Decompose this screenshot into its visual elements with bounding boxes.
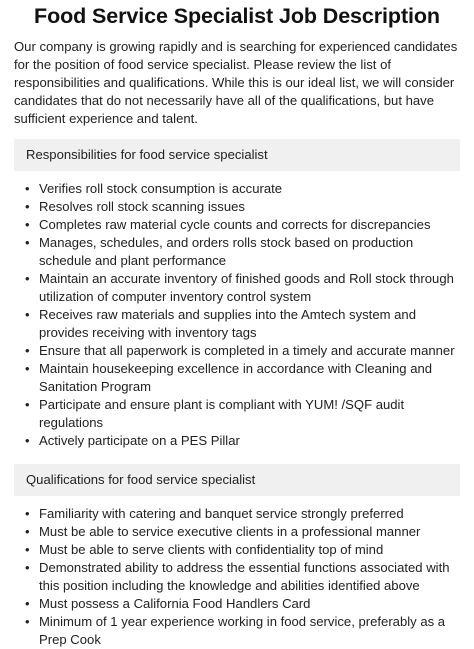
list-item [14,396,460,432]
bullet-icon: • [25,560,30,575]
list-item-text: Resolves roll stock scanning issues [39,199,245,214]
list-item [14,505,460,523]
bullet-icon: • [25,397,30,412]
list-item [14,360,460,396]
list-item [14,541,460,559]
list-item-text: Demonstrated ability to address the essential functions associated with this position including the knowledge and abilities identified above [39,560,450,593]
list-item-text: Must possess a California Food Handlers Card [39,596,311,611]
bullet-icon: • [25,217,30,232]
list-item-text: Completes raw material cycle counts and corrects for discrepancies [39,217,431,232]
list-item [14,523,460,541]
bullet-icon: • [25,271,30,286]
bullet-icon: • [25,506,30,521]
list-item-text: Must be able to service executive clients in a professional manner [39,524,421,539]
bullet-icon: • [25,542,30,557]
bullet-icon: • [25,343,30,358]
bullet-icon: • [25,614,30,629]
qualifications-list [14,505,460,649]
bullet-icon: • [25,433,30,448]
list-item [14,216,460,234]
list-item-text: Familiarity with catering and banquet service strongly preferred [39,506,404,521]
bullet-icon: • [25,524,30,539]
list-item-text: Maintain housekeeping excellence in accordance with Cleaning and Sanitation Program [39,361,433,394]
list-item [14,234,460,270]
list-item-text: Maintain an accurate inventory of finished goods and Roll stock through utilization of computer inventory control system [39,271,454,304]
intro-paragraph: Our company is growing rapidly and is searching for experienced candidates for the position of food service specialist. Please review the list of responsibilities and qualifications. While this is our ideal list, we will consider candidates that do not necessarily have all of the qualifications, but have sufficient experience and talent. [14,39,458,126]
list-item-text: Receives raw materials and supplies into the Amtech system and provides receiving with inventory tags [39,307,416,340]
list-item [14,270,460,306]
responsibilities-list [14,180,460,450]
list-item-text: Participate and ensure plant is compliant with YUM! /SQF audit regulations [39,397,405,430]
list-item [14,180,460,198]
list-item [14,613,460,649]
page-title: Food Service Specialist Job Description [34,4,440,28]
bullet-icon: • [25,181,30,196]
list-item [14,198,460,216]
list-item-text: Actively participate on a PES Pillar [39,433,240,448]
responsibilities-heading: Responsibilities for food service specialist [14,139,460,171]
list-item-text: Ensure that all paperwork is completed in a timely and accurate manner [39,343,455,358]
bullet-icon: • [25,199,30,214]
list-item [14,595,460,613]
list-item-text: Minimum of 1 year experience working in food service, preferably as a Prep Cook [39,614,446,647]
bullet-icon: • [25,235,30,250]
list-item [14,306,460,342]
list-item [14,432,460,450]
bullet-icon: • [25,361,30,376]
bullet-icon: • [25,596,30,611]
list-item [14,559,460,595]
bullet-icon: • [25,307,30,322]
list-item-text: Verifies roll stock consumption is accurate [39,181,283,196]
list-item-text: Manages, schedules, and orders rolls stock based on production schedule and plant performance [39,235,414,268]
qualifications-heading: Qualifications for food service specialist [14,464,460,496]
list-item [14,342,460,360]
list-item-text: Must be able to serve clients with confidentiality top of mind [39,542,384,557]
